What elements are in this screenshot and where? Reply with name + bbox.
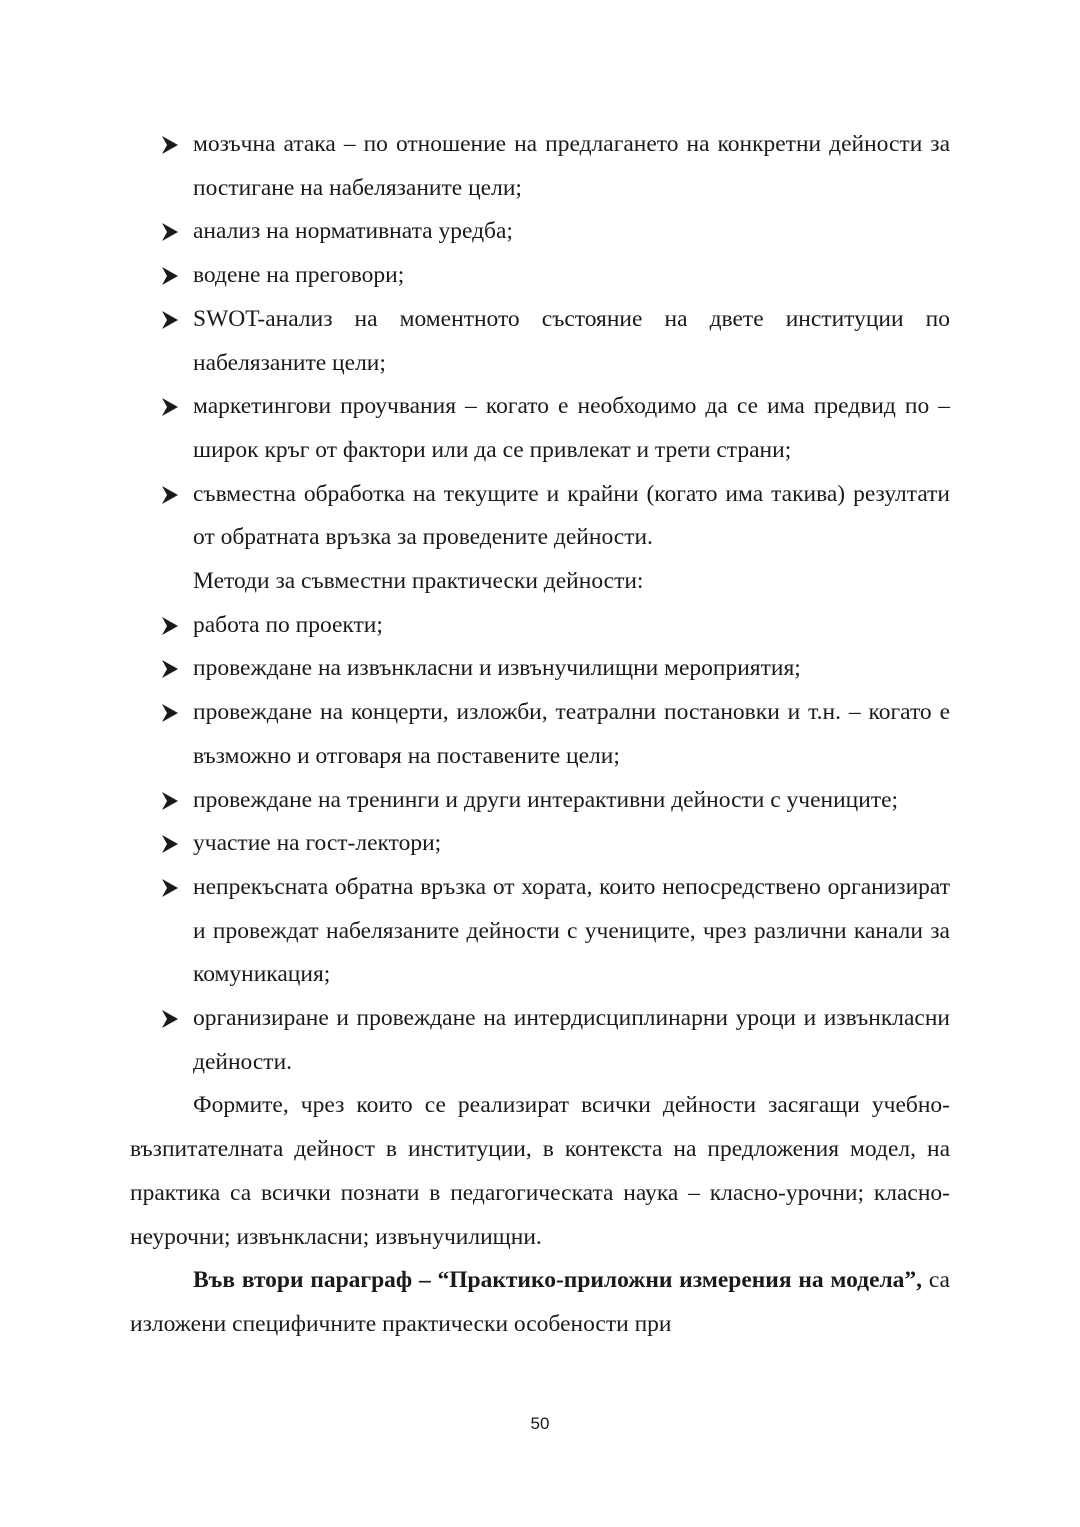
- list-item: мозъчна атака – по отношение на предлагането на конкретни дейности за постигане на набелязаните цели;: [130, 123, 950, 210]
- arrowhead-bullet-icon: [162, 779, 180, 823]
- paragraph-continuation: са изложени специфичните практически особености при: [130, 1267, 950, 1337]
- list-item: анализ на нормативната уредба;: [130, 210, 950, 254]
- arrowhead-bullet-icon: [162, 822, 180, 866]
- arrowhead-bullet-icon: [162, 866, 180, 910]
- methods-heading: Методи за съвместни практически дейности:: [193, 568, 644, 595]
- methods-list: [130, 604, 950, 1085]
- list-item: работа по проекти;: [130, 604, 950, 648]
- arrowhead-bullet-icon: [162, 210, 180, 254]
- page-body: [130, 123, 950, 1347]
- list-item: провеждане на концерти, изложби, театрални постановки и т.н. – когато е възможно и отговаря на поставените цели;: [130, 691, 950, 778]
- list-item: организиране и провеждане на интердисциплинарни уроци и извънкласни дейности.: [130, 997, 950, 1084]
- list-item: съвместна обработка на текущите и крайни (когато има такива) резултати от обратната връзка за проведените дейности.: [130, 473, 950, 560]
- arrowhead-bullet-icon: [162, 473, 180, 517]
- page-number: 50: [530, 1414, 550, 1433]
- list-item: SWOT-анализ на моментното състояние на двете институции по набелязаните цели;: [130, 298, 950, 385]
- arrowhead-bullet-icon: [162, 298, 180, 342]
- list-item: водене на преговори;: [130, 254, 950, 298]
- arrowhead-bullet-icon: [162, 997, 180, 1041]
- arrowhead-bullet-icon: [162, 123, 180, 167]
- list-item: маркетингови проучвания – когато е необходимо да се има предвид по – широк кръг от фактори или да се привлекат и трети страни;: [130, 385, 950, 472]
- list-item: провеждане на извънкласни и извънучилищни мероприятия;: [130, 647, 950, 691]
- section-heading-bold: Във втори параграф – “Практико-приложни измерения на модела”,: [193, 1267, 923, 1294]
- arrowhead-bullet-icon: [162, 385, 180, 429]
- activities-list: [130, 123, 950, 560]
- arrowhead-bullet-icon: [162, 647, 180, 691]
- arrowhead-bullet-icon: [162, 691, 180, 735]
- forms-paragraph: Формите, чрез които се реализират всички дейности засягащи учебно-възпитателната дейност в институции, в контекста на предложения модел, на практика са всички познати в педагогическата наука – класно-урочни; класно-неурочни; извънкласни; извънучилищни.: [130, 1092, 950, 1250]
- arrowhead-bullet-icon: [162, 254, 180, 298]
- list-item: провеждане на тренинги и други интерактивни дейности с учениците;: [130, 779, 950, 823]
- list-item: участие на гост-лектори;: [130, 822, 950, 866]
- arrowhead-bullet-icon: [162, 604, 180, 648]
- second-paragraph-section: [130, 1259, 950, 1346]
- list-item: непрекъсната обратна връзка от хората, които непосредствено организират и провеждат набелязаните дейности с учениците, чрез различни канали за комуникация;: [130, 866, 950, 997]
